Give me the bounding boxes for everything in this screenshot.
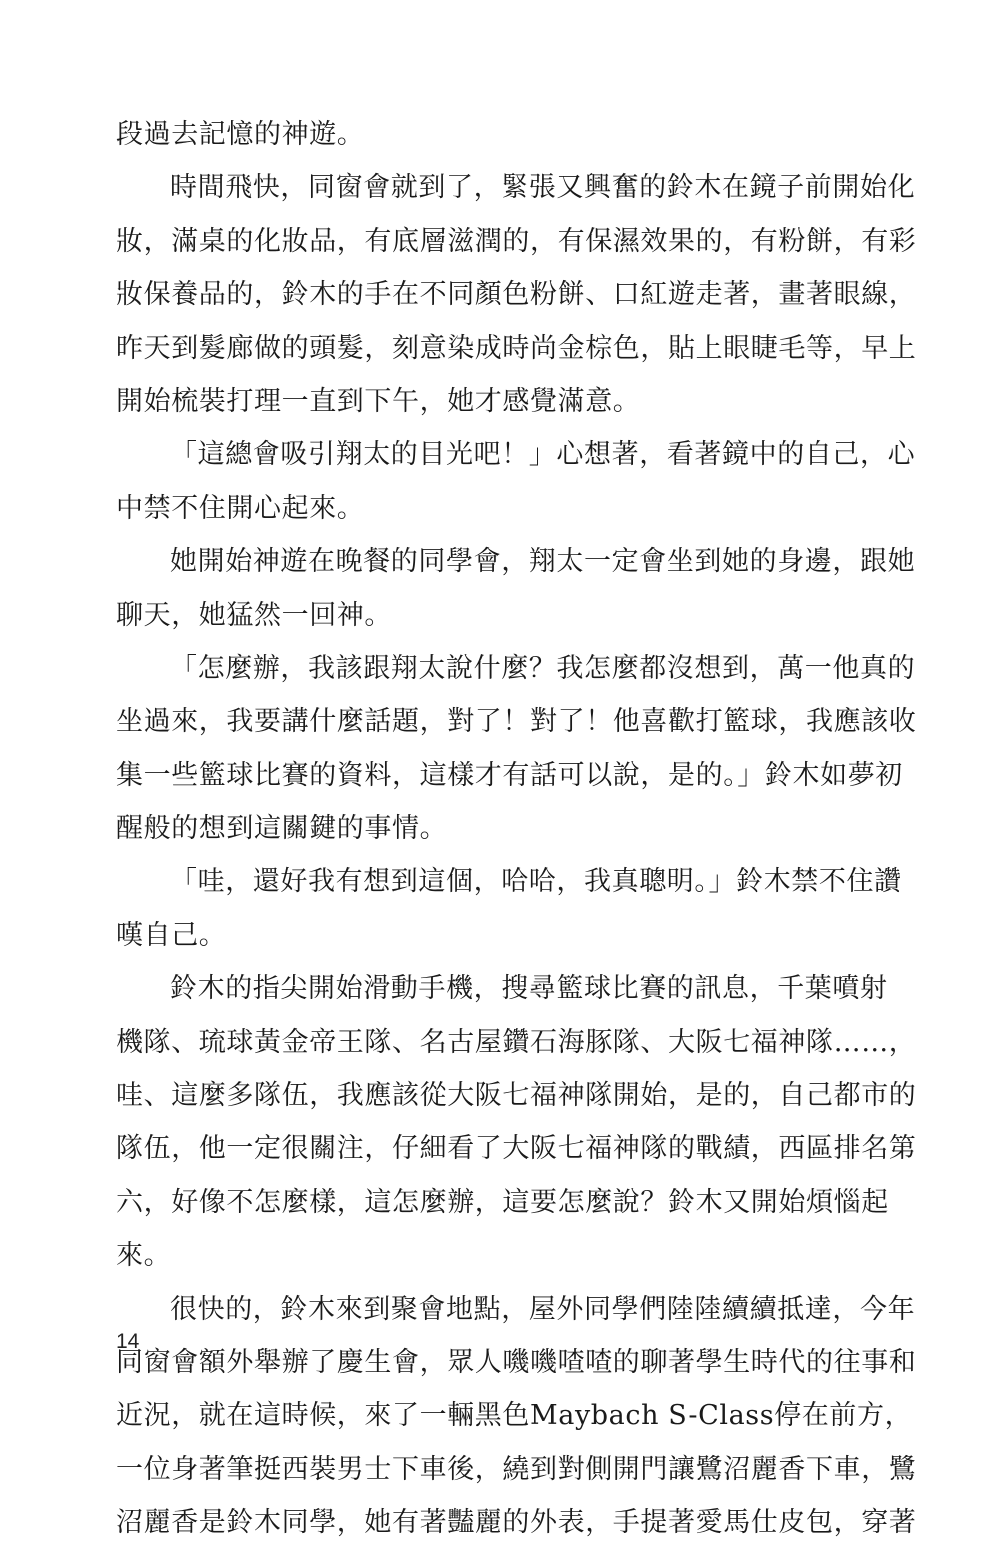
text-line: 集一些籃球比賽的資料，這樣才有話可以說，是的。」鈴木如夢初 — [116, 759, 903, 791]
page-number: 14 — [116, 1330, 140, 1353]
text-line: 很快的，鈴木來到聚會地點，屋外同學們陸陸續續抵達，今年 — [170, 1293, 916, 1325]
text-line: 聊天，她猛然一回神。 — [116, 599, 392, 631]
body-text — [116, 108, 917, 1550]
text-line: 來。 — [116, 1240, 172, 1272]
text-line: 同窗會額外舉辦了慶生會，眾人嘰嘰喳喳的聊著學生時代的往事和 — [116, 1346, 917, 1378]
text-line: 沼麗香是鈴木同學，她有著豔麗的外表，手提著愛馬仕皮包，穿著 — [116, 1507, 917, 1539]
text-line: 段過去記憶的神遊。 — [116, 119, 365, 150]
text-line: 「這總會吸引翔太的目光吧！」心想著，看著鏡中的自己，心 — [170, 439, 916, 471]
text-line: 機隊、琉球黃金帝王隊、名古屋鑽石海豚隊、大阪七福神隊……， — [116, 1026, 917, 1058]
text-line: 近況，就在這時候，來了一輛黑色Maybach S-Class停在前方， — [116, 1400, 913, 1432]
text-line: 開始梳裝打理一直到下午，她才感覺滿意。 — [116, 385, 641, 417]
text-line: 醒般的想到這關鍵的事情。 — [116, 813, 448, 845]
text-line: 時間飛快，同窗會就到了，緊張又興奮的鈴木在鏡子前開始化 — [170, 172, 916, 204]
text-line: 六，好像不怎麼樣，這怎麼辦，這要怎麼說？鈴木又開始煩惱起 — [116, 1186, 889, 1218]
text-line: 中禁不住開心起來。 — [116, 492, 365, 524]
text-line: 她開始神遊在晚餐的同學會，翔太一定會坐到她的身邊，跟她 — [170, 546, 916, 578]
text-line: 嘆自己。 — [116, 919, 227, 951]
text-line: 妝，滿桌的化妝品，有底層滋潤的，有保濕效果的，有粉餅，有彩 — [116, 225, 917, 257]
text-line: 哇、這麼多隊伍，我應該從大阪七福神隊開始，是的，自己都市的 — [116, 1080, 917, 1112]
text-line: 妝保養品的，鈴木的手在不同顏色粉餅、口紅遊走著，畫著眼線， — [116, 279, 917, 311]
text-line: 坐過來，我要講什麼話題，對了！對了！他喜歡打籃球，我應該收 — [116, 706, 917, 738]
text-line: 昨天到髮廊做的頭髮，刻意染成時尚金棕色，貼上眼睫毛等，早上 — [116, 332, 917, 364]
text-line: 「哇，還好我有想到這個，哈哈，我真聰明。」鈴木禁不住讚 — [170, 866, 902, 898]
text-line: 隊伍，他一定很關注，仔細看了大阪七福神隊的戰績，西區排名第 — [116, 1133, 917, 1165]
text-line: 鈴木的指尖開始滑動手機，搜尋籃球比賽的訊息，千葉噴射 — [170, 973, 888, 1005]
text-line: 一位身著筆挺西裝男士下車後，繞到對側開門讓鷺沼麗香下車，鷺 — [116, 1453, 917, 1485]
text-line: 「怎麼辦，我該跟翔太說什麼？我怎麼都沒想到，萬一他真的 — [170, 652, 916, 684]
